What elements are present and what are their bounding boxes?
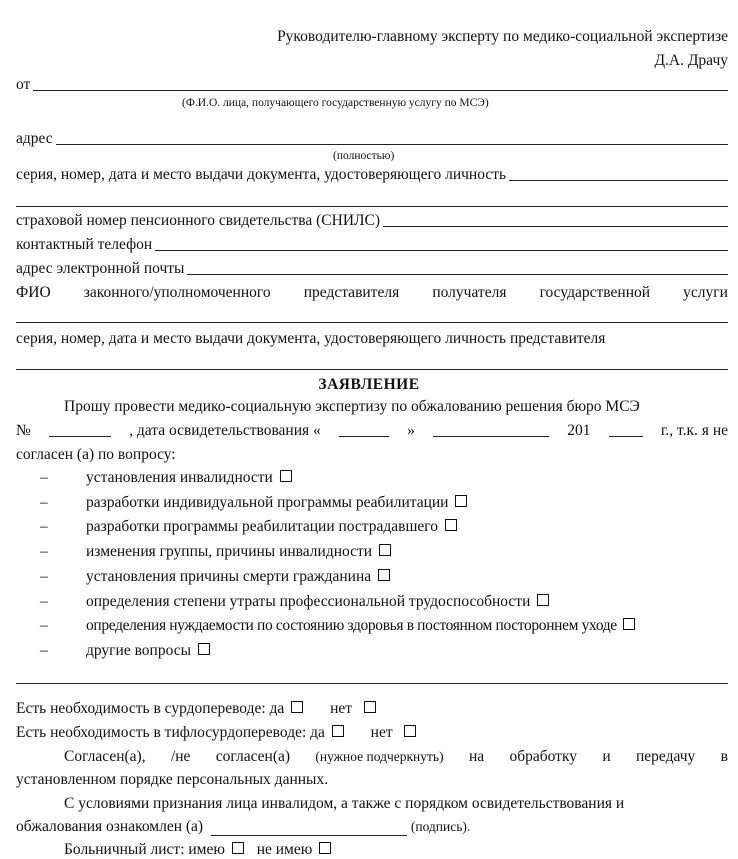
terms-line-1: С условиями признания лица инвалидом, а также с порядком освидетельствования и [64, 795, 625, 812]
item-label: установления причины смерти гражданина [86, 568, 372, 585]
list-item [40, 494, 728, 512]
rep-word: ФИО [16, 284, 51, 301]
email-row [16, 260, 728, 278]
bullet: – [40, 617, 48, 634]
phone-field[interactable] [155, 250, 728, 251]
statement-p2 [16, 422, 728, 440]
bullet: – [40, 518, 48, 535]
tiflo-no-label: нет [370, 724, 393, 741]
from-hint: (Ф.И.О. лица, получающего государственную услугу по МСЭ) [182, 97, 489, 109]
email-label: адрес электронной почты [16, 260, 185, 277]
doc-row [16, 166, 728, 184]
rep-word: получателя [432, 284, 507, 301]
tiflo-row [16, 724, 728, 742]
sign-language-no-checkbox[interactable] [364, 701, 376, 713]
sign-language-yes-checkbox[interactable] [291, 701, 303, 713]
consent-word: на [468, 748, 485, 765]
checkbox[interactable] [445, 519, 457, 531]
bullet: – [40, 469, 48, 486]
signature-hint: (подпись). [410, 819, 471, 834]
list-item [40, 543, 728, 561]
list-item [40, 518, 728, 536]
rep-word: законного/уполномоченного [83, 284, 271, 301]
signature-field[interactable] [211, 821, 407, 836]
checkbox[interactable] [455, 495, 467, 507]
consent-word: и [602, 748, 611, 765]
address-label: адрес [16, 130, 53, 147]
sign-language-no-label: нет [330, 700, 353, 717]
month-field[interactable] [433, 422, 549, 437]
consent-word: обработку [509, 748, 578, 765]
address-field[interactable] [56, 144, 728, 145]
consent-word: согласен(а) [215, 748, 291, 765]
checkbox[interactable] [537, 594, 549, 606]
sick-leave-no-label: не имею [256, 841, 313, 858]
bullet: – [40, 642, 48, 659]
rep-word: представителя [303, 284, 400, 301]
item-label: другие вопросы [86, 642, 192, 659]
tiflo-no-checkbox[interactable] [404, 725, 416, 737]
rep-field[interactable] [16, 322, 728, 323]
address-row [16, 130, 728, 148]
snils-row [16, 212, 728, 230]
list-item [40, 617, 728, 635]
statement-p3: согласен (а) по вопросу: [16, 446, 176, 463]
bullet: – [40, 494, 48, 511]
rep-doc-row: серия, номер, дата и место выдачи документа, удостоверяющего личность представителя [16, 330, 606, 347]
doc-field[interactable] [509, 180, 728, 181]
sick-leave-no-checkbox[interactable] [319, 842, 331, 854]
sign-language-row [16, 700, 728, 718]
number-sign: № [16, 422, 31, 439]
sick-leave-yes-checkbox[interactable] [232, 842, 244, 854]
item-label: установления инвалидности [86, 469, 273, 486]
address-hint: (полностью) [333, 150, 395, 162]
consent-word: /не [170, 748, 191, 765]
email-field[interactable] [187, 274, 728, 275]
statement-p1: Прошу провести медико-социальную экспертизу по обжалованию решения бюро МСЭ [64, 398, 640, 415]
from-label: от [16, 76, 31, 93]
checkbox[interactable] [623, 618, 635, 630]
rep-word: государственной [539, 284, 651, 301]
consent-line-2: установленном порядке персональных данных. [16, 771, 329, 788]
list-item [40, 593, 728, 611]
snils-label: страховой номер пенсионного свидетельства (СНИЛС) [16, 212, 381, 229]
sign-language-label: Есть необходимость в сурдопереводе: да [16, 700, 285, 717]
rep-doc-field[interactable] [16, 369, 728, 370]
consent-hint: (нужное подчеркнуть) [315, 749, 444, 764]
phone-row [16, 236, 728, 254]
rep-row [16, 284, 728, 302]
snils-field[interactable] [383, 226, 728, 227]
item-label: определения степени утраты профессиональной трудоспособности [86, 593, 531, 610]
bullet: – [40, 568, 48, 585]
from-field[interactable] [33, 90, 728, 91]
item-label: разработки программы реабилитации пострадавшего [86, 518, 439, 535]
sick-leave-label: Больничный лист: имею [64, 841, 225, 858]
decision-number-field[interactable] [49, 422, 111, 437]
bullet: – [40, 543, 48, 560]
year-field[interactable] [609, 422, 643, 437]
day-field[interactable] [339, 422, 389, 437]
checkbox[interactable] [378, 569, 390, 581]
checkbox[interactable] [280, 470, 292, 482]
consent-word: в [720, 748, 728, 765]
terms-line-2 [16, 818, 728, 836]
consent-word: Согласен(а), [64, 748, 146, 765]
tiflo-label: Есть необходимость в тифлосурдопереводе: да [16, 724, 325, 741]
from-row [16, 76, 728, 94]
list-item [40, 568, 728, 586]
statement-title: ЗАЯВЛЕНИЕ [318, 376, 420, 393]
terms-label: обжалования ознакомлен (а) [16, 818, 204, 835]
consent-word: передачу [636, 748, 696, 765]
doc-label: серия, номер, дата и место выдачи документа, удостоверяющего личность [16, 166, 507, 183]
list-item [40, 642, 728, 660]
phone-label: контактный телефон [16, 236, 153, 253]
sick-leave-row [64, 841, 728, 859]
year-prefix: 201 [567, 422, 591, 439]
checkbox[interactable] [198, 643, 210, 655]
statement-p2-tail: г., т.к. я не [660, 422, 728, 439]
quote-close: » [407, 422, 415, 439]
other-questions-field[interactable] [16, 683, 728, 684]
rep-word: услуги [683, 284, 728, 301]
date-label: , дата освидетельствования « [129, 422, 321, 439]
doc-line-2[interactable] [16, 206, 728, 207]
tiflo-yes-checkbox[interactable] [332, 725, 344, 737]
header-line-2: Д.А. Драчу [654, 52, 728, 69]
item-label: разработки индивидуальной программы реабилитации [86, 494, 449, 511]
bullet: – [40, 593, 48, 610]
consent-line-1 [64, 748, 728, 766]
item-label: определения нуждаемости по состоянию здоровья в постоянном постороннем уходе [86, 617, 617, 634]
header-line-1: Руководителю-главному эксперту по медико-социальной экспертизе [277, 28, 728, 45]
list-item [40, 469, 728, 487]
item-label: изменения группы, причины инвалидности [86, 543, 373, 560]
checkbox[interactable] [379, 544, 391, 556]
